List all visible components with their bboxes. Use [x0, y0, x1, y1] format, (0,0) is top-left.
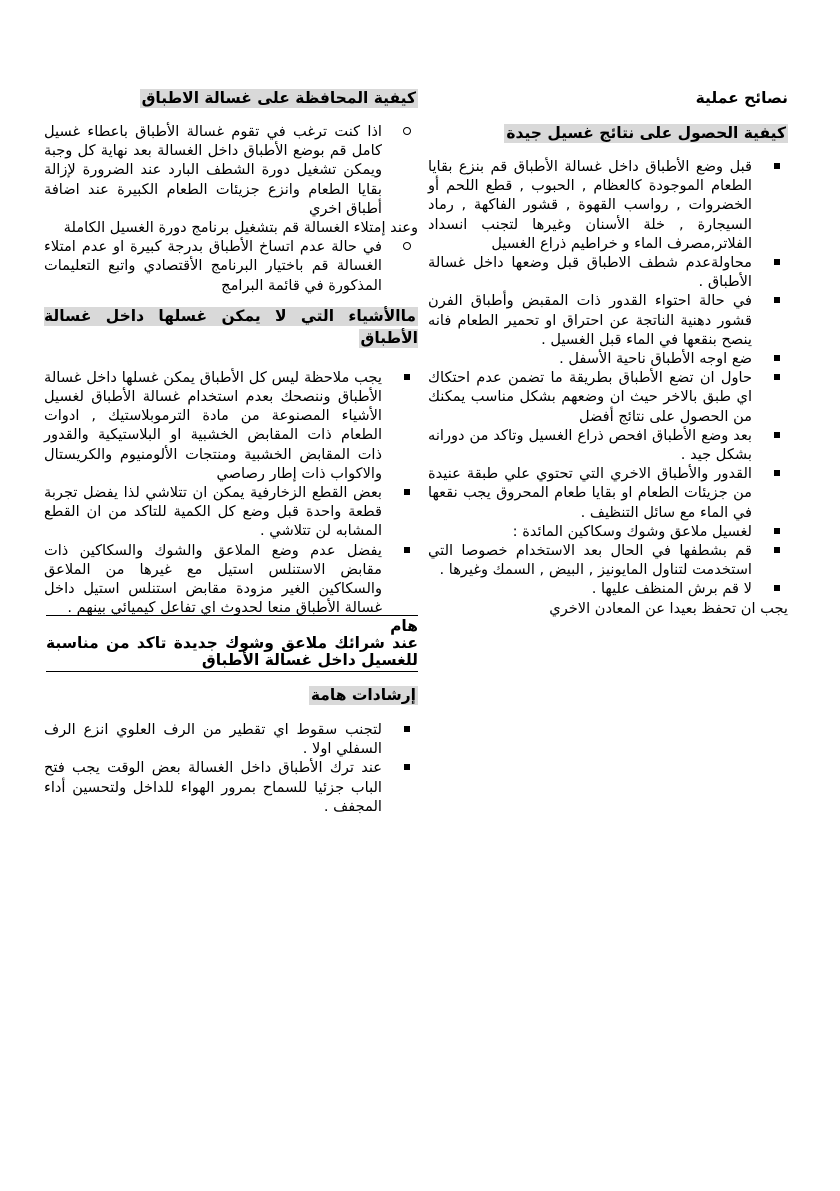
list-item: بعد وضع الأطباق افحص ذراع الغسيل وتاكد من دورانه بشكل جيد .: [428, 426, 788, 464]
list-item: القدور والأطباق الاخري التي تحتوي علي طبقة عنيدة من جزيئات الطعام او بقايا طعام المحروق يجب نقعها في الماء مع سائل التنظيف .: [428, 464, 788, 522]
care-list: [44, 122, 418, 218]
bullet-square-icon: [770, 426, 784, 445]
list-item: اذا كنت ترغب في تقوم غسالة الأطباق باعطاء غسيل كامل قم بوضع الأطباق داخل الغسالة بعد نهاية كل وجبة ويمكن تشغيل دورة الشطف البارد عند الضرورة لإزالة بقايا الطعام وانزع جزيئات الطعام الكبيرة عند اضافة أطباق اخري: [44, 122, 418, 218]
non-washable-heading: ماالأشياء التي لا يمكن غسلها داخل غسالة الأطباق: [44, 306, 418, 347]
important-title: هام: [390, 617, 418, 635]
instructions-heading: إرشادات هامة: [310, 686, 416, 704]
bullet-square-icon: [770, 464, 784, 483]
care-heading: كيفية المحافظة على غسالة الاطباق: [141, 89, 416, 107]
list-item: لتجنب سقوط اي تقطير من الرف العلوي انزع الرف السفلي اولا .: [44, 720, 418, 758]
list-item: قم بشطفها في الحال بعد الاستخدام خصوصا التي استخدمت لتناول المايونيز , البيض , السمك وغيرها .: [428, 541, 788, 579]
list-item: في حالة عدم اتساخ الأطباق بدرجة كبيرة او عدم امتلاء الغسالة قم باختيار البرنامج الأقتصادي واتبع التعليمات المذكورة في قائمة البرامج: [44, 237, 418, 295]
list-item: بعض القطع الزخارفية يمكن ان تتلاشي لذا يفضل تجربة قطعة واحدة قبل وضع كل الكمية للتاكد من ان القطع المشابه لن تتلاشي .: [44, 483, 418, 541]
list-item: محاولةعدم شطف الاطباق قبل وضعها داخل غسالة الأطباق .: [428, 253, 788, 291]
bullet-square-icon: [400, 368, 414, 387]
list-item: لا قم برش المنظف عليها .: [428, 579, 788, 598]
bullet-square-icon: [770, 368, 784, 387]
bullet-square-icon: [770, 253, 784, 272]
bullet-square-icon: [770, 349, 784, 368]
bullet-circle-icon: [400, 237, 414, 256]
bullet-square-icon: [770, 541, 784, 560]
list-item: يجب ملاحظة ليس كل الأطباق يمكن غسلها داخل غسالة الأطباق وننصحك بعدم استخدام غسالة الأطباق لغسيل الأشياء المصنوعة من مادة الترموبلاستيك , ادوات الطعام ذات المقابض الخشبية او البلاستيكية والقدور ذات المقابض الخشبية ومنتجات الألومنيوم والكريستال والاكواب ذات إطار رصاصي: [44, 368, 418, 483]
care-paragraph: وعند إمتلاء الغسالة قم بتشغيل برنامج دورة الغسيل الكاملة: [63, 219, 418, 237]
bullet-square-icon: [770, 522, 784, 541]
practical-tips-title: نصائح عملية: [695, 89, 788, 107]
bullet-circle-icon: [400, 122, 414, 141]
list-item: حاول ان تضع الأطباق بطريقة ما تضمن عدم احتكاك اي طبق بالاخر حيث ان وضعهم بشكل مناسب يمكنك من الحصول على نتائج أفضل: [428, 368, 788, 426]
list-item: قبل وضع الأطباق داخل غسالة الأطباق قم بنزع بقايا الطعام الموجودة كالعظام , الحبوب , قطع اللحم أو الخضروات , رواسب القهوة , قشور الفاكهة , رماد السيجارة , خلة الأسنان وغيرها لتجنب انسداد الفلاتر,مصرف الماء و خراطيم ذراع الغسيل: [428, 157, 788, 253]
care-list-2: [44, 237, 418, 295]
storage-note: يجب ان تحفظ بعيدا عن المعادن الاخري: [549, 599, 788, 617]
good-results-list: [428, 157, 788, 599]
bullet-square-icon: [400, 483, 414, 502]
list-item: لغسيل ملاعق وشوك وسكاكين المائدة :: [428, 522, 788, 541]
bullet-square-icon: [400, 720, 414, 739]
list-item: عند ترك الأطباق داخل الغسالة بعض الوقت يجب فتح الباب جزئيا للسماح بمرور الهواء للداخل ولتحسين أداء المجفف .: [44, 758, 418, 816]
instructions-section: [44, 684, 418, 816]
bullet-square-icon: [400, 541, 414, 560]
list-item: يفضل عدم وضع الملاعق والشوك والسكاكين ذات مقابض الاستنلس استيل مع غيرها من الملاعق والسكاكين الغير مزودة مقابض استنلس استيل داخل غسالة الأطباق منعا لحدوث اي تفاعل كيميائي بينهم .: [44, 541, 418, 618]
care-column: [44, 87, 418, 617]
bullet-square-icon: [400, 758, 414, 777]
important-notice: [46, 615, 418, 672]
important-text: عند شرائك ملاعق وشوك جديدة تاكد من مناسبة للغسيل داخل غسالة الأطباق: [46, 634, 418, 669]
list-item: في حالة احتواء القدور ذات المقبض وأطباق الفرن قشور دهنية الناتجة عن احتراق او تحمير الطعام فانه ينصح بنقعها في الماء قبل الغسيل .: [428, 291, 788, 349]
list-item: ضع اوجه الأطباق ناحية الأسفل .: [428, 349, 788, 368]
bullet-square-icon: [770, 291, 784, 310]
good-results-heading: كيفية الحصول على نتائج غسيل جيدة: [506, 124, 786, 142]
bullet-square-icon: [770, 579, 784, 598]
bullet-square-icon: [770, 157, 784, 176]
instructions-list: [44, 720, 418, 816]
non-washable-list: [44, 368, 418, 618]
practical-tips-column: [428, 87, 788, 618]
